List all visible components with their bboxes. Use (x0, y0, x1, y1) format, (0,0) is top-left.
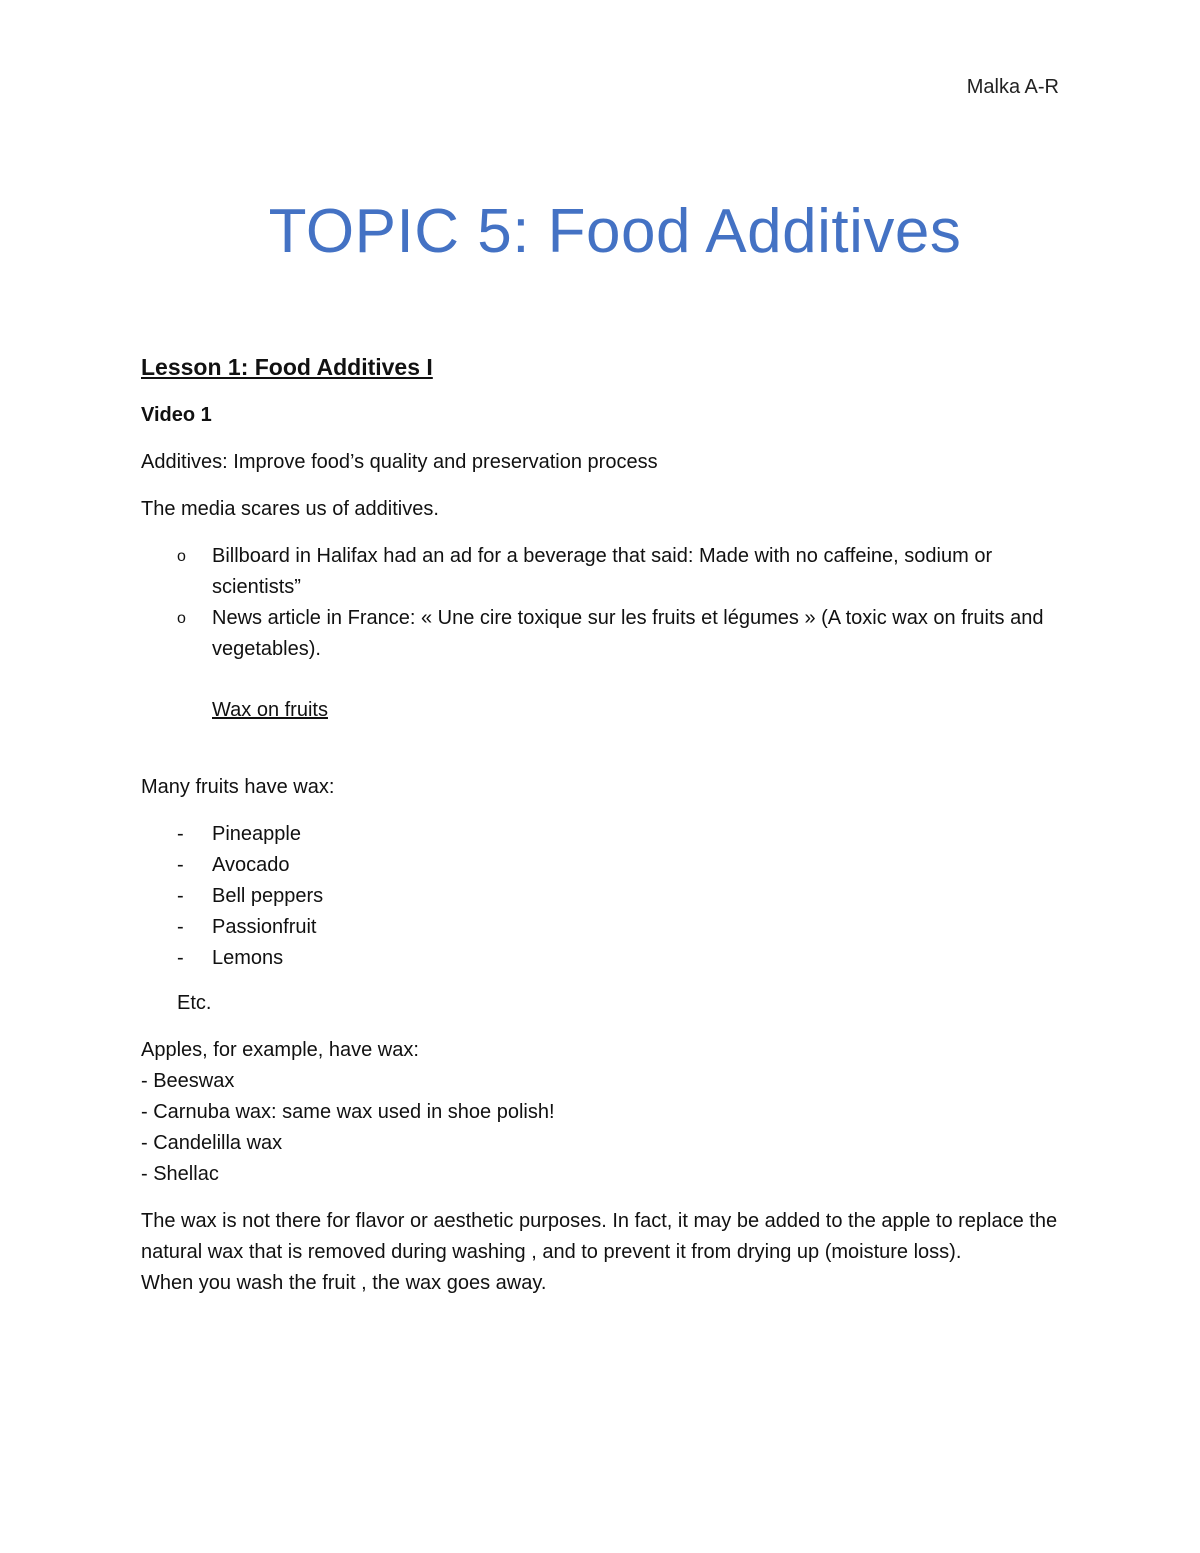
wax-subheading-text: Wax on fruits (212, 699, 328, 721)
fruit-name: Lemons (212, 947, 284, 969)
many-fruits-intro: Many fruits have wax: (141, 776, 335, 798)
dash-icon: - (177, 947, 184, 969)
fruit-name: Bell peppers (212, 885, 324, 907)
apple-wax-block (141, 1035, 1061, 1190)
apple-wax-item: - Beeswax (141, 1070, 235, 1092)
lesson-heading: Lesson 1: Food Additives I (141, 354, 433, 380)
examples-list (141, 541, 1061, 665)
dash-icon: - (177, 885, 184, 907)
list-item (141, 603, 1061, 665)
document-body (141, 350, 1061, 1299)
video-heading: Video 1 (141, 404, 212, 426)
bullet-icon: o (177, 610, 186, 627)
list-item (141, 819, 1061, 850)
header-author: Malka A-R (966, 76, 1059, 98)
fruit-name: Pineapple (212, 823, 301, 845)
bullet-icon: o (177, 548, 186, 565)
media-paragraph: The media scares us of additives. (141, 498, 439, 520)
apple-wax-item: - Shellac (141, 1163, 219, 1185)
wax-subheading (141, 695, 1061, 726)
fruit-name: Passionfruit (212, 916, 317, 938)
list-item-text: Billboard in Halifax had an ad for a beverage that said: Made with no caffeine, sodium or scientists” (212, 545, 993, 598)
list-item (141, 850, 1061, 881)
apple-wax-item: - Candelilla wax (141, 1132, 283, 1154)
document-title: TOPIC 5: Food Additives (268, 197, 962, 266)
list-item (141, 943, 1061, 974)
etc-text: Etc. (177, 992, 212, 1014)
list-item (141, 912, 1061, 943)
fruits-list (141, 819, 1061, 974)
list-item-text: News article in France: « Une cire toxique sur les fruits et légumes » (A toxic wax on fruits and vegetables). (212, 607, 1044, 660)
list-item (141, 541, 1061, 603)
wax-purpose-paragraph: The wax is not there for flavor or aesthetic purposes. In fact, it may be added to the apple to replace the natural wax that is removed during washing , and to prevent it from drying up (moisture loss). (141, 1210, 1058, 1263)
additives-definition: Additives: Improve food’s quality and preservation process (141, 451, 658, 473)
apples-intro: Apples, for example, have wax: (141, 1039, 419, 1061)
wash-note: When you wash the fruit , the wax goes away. (141, 1272, 547, 1294)
dash-icon: - (177, 823, 184, 845)
list-item (141, 881, 1061, 912)
fruit-name: Avocado (212, 854, 290, 876)
dash-icon: - (177, 916, 184, 938)
apple-wax-item: - Carnuba wax: same wax used in shoe polish! (141, 1101, 555, 1123)
dash-icon: - (177, 854, 184, 876)
